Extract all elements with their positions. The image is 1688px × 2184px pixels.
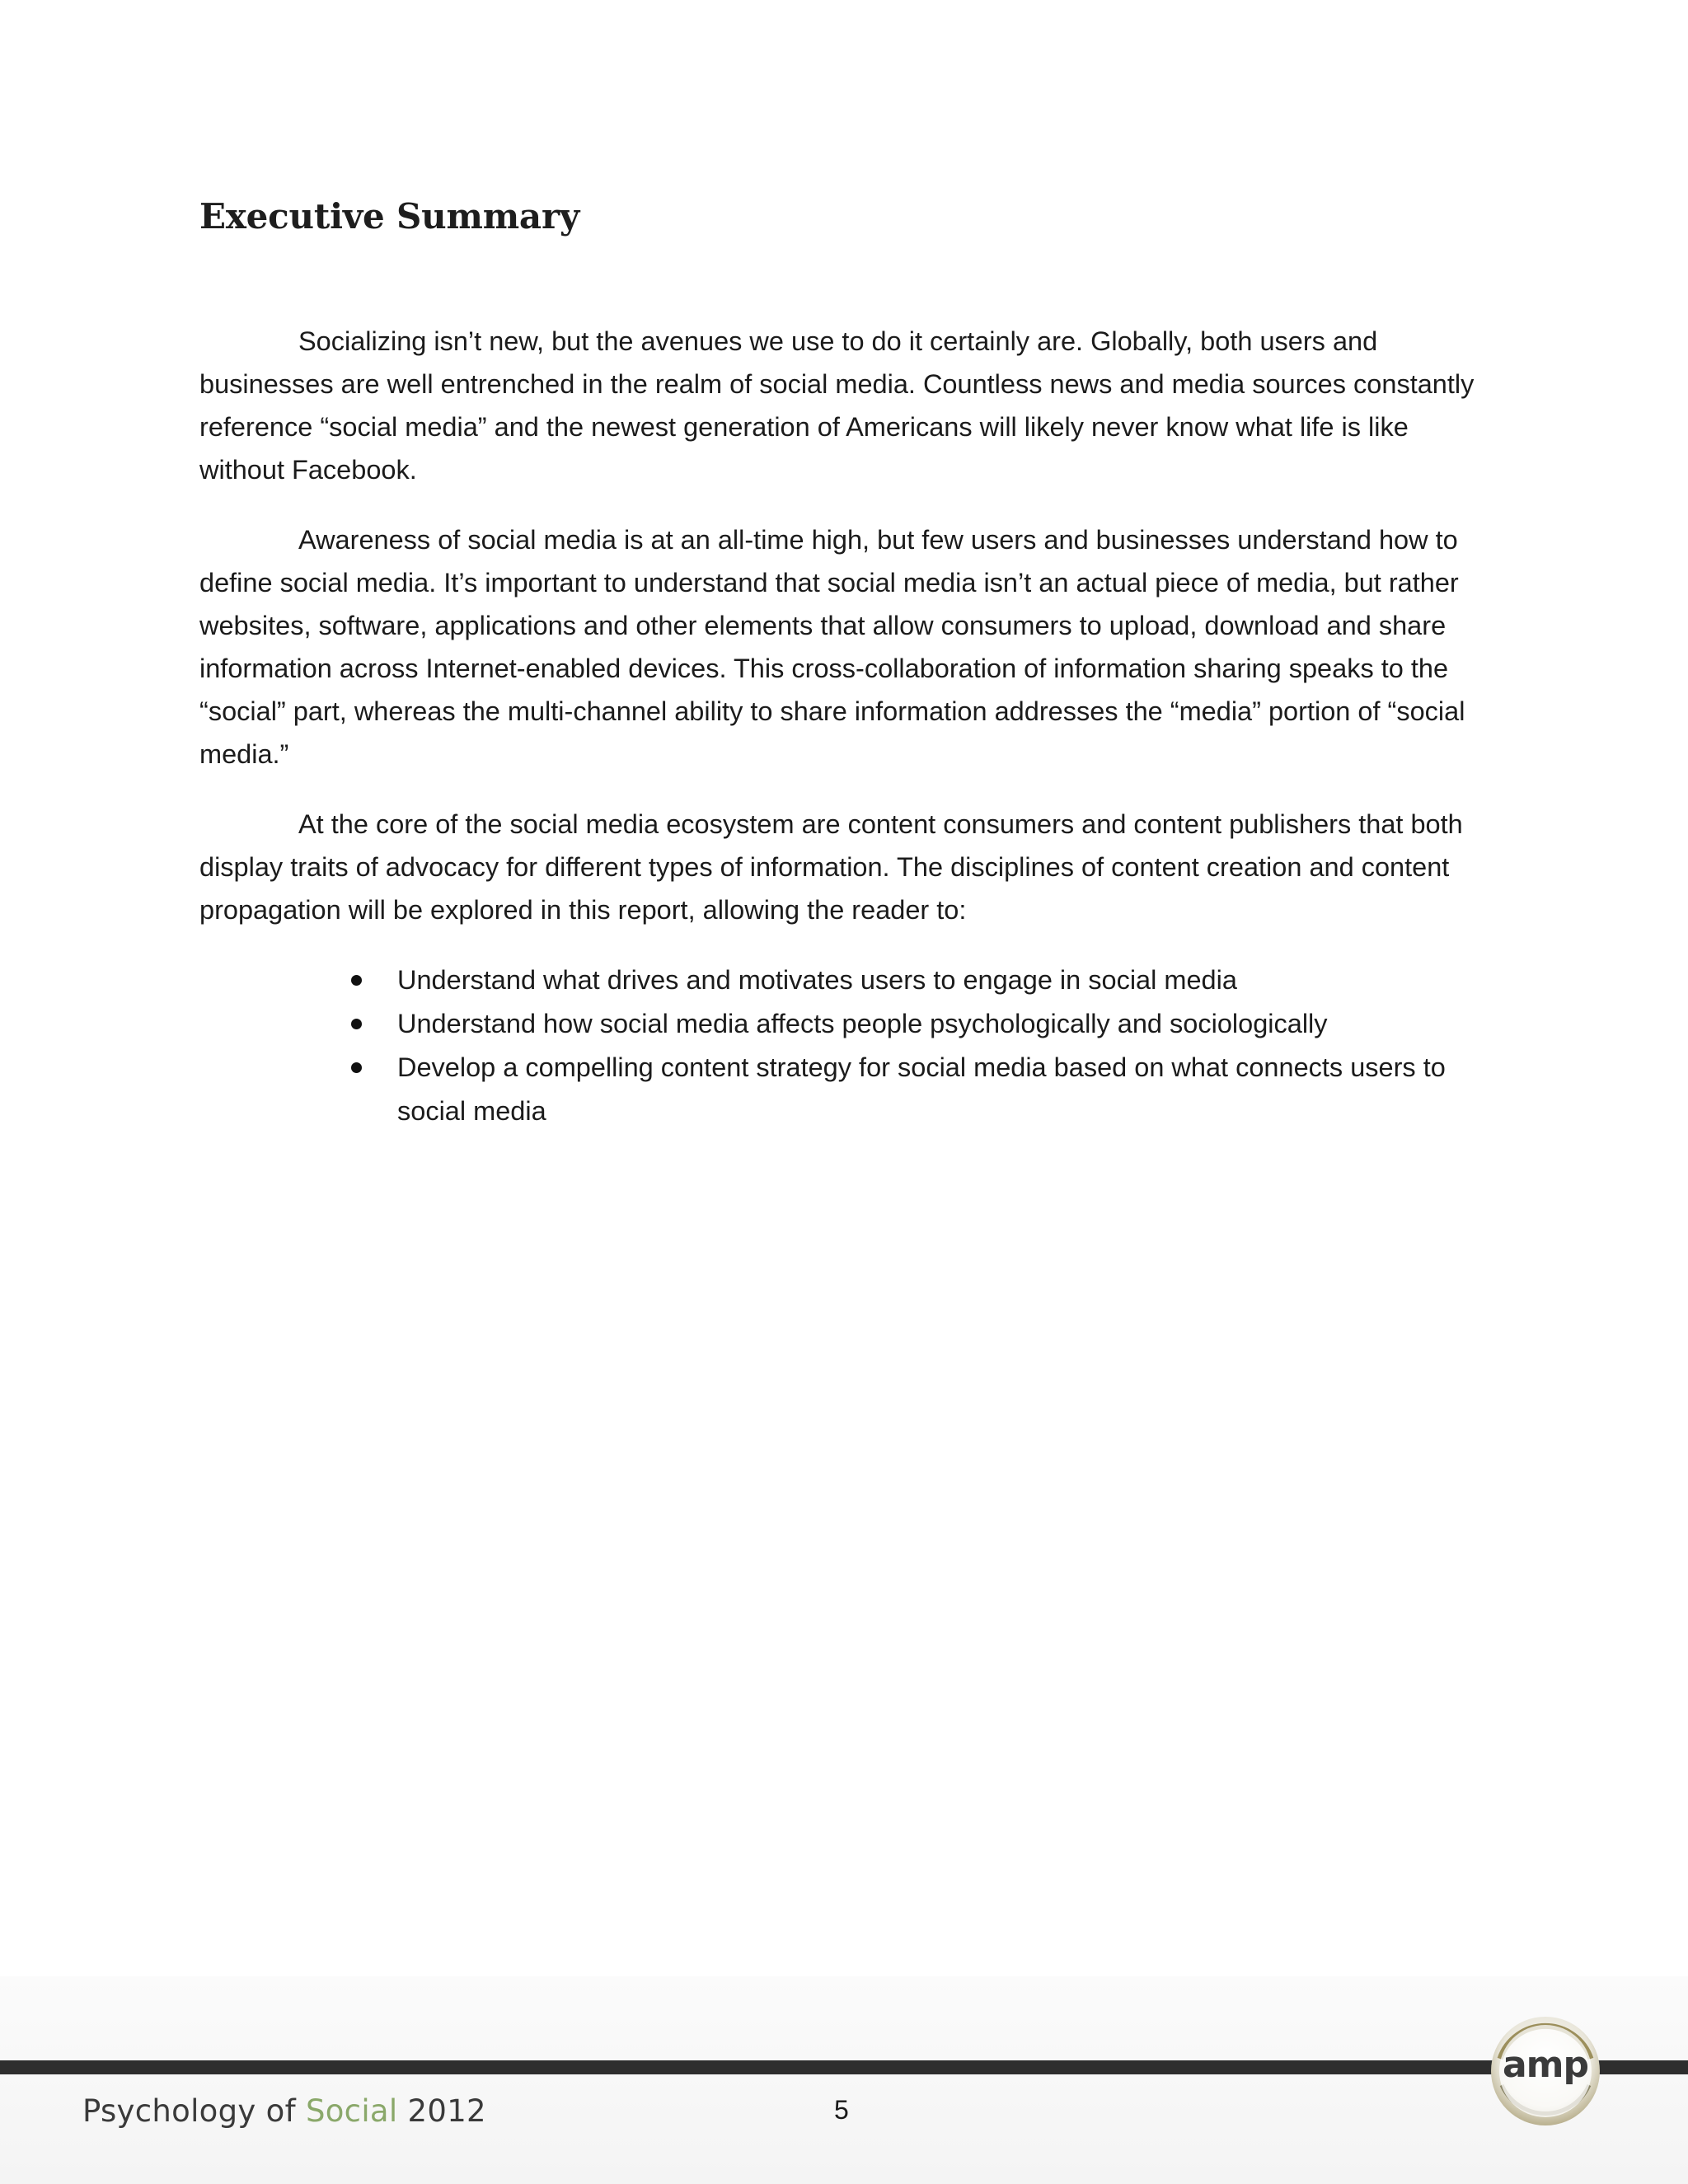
bullet-icon xyxy=(351,1019,362,1029)
bullet-item xyxy=(397,1002,1493,1046)
body-text xyxy=(199,320,1493,1133)
bullet-icon xyxy=(351,975,362,986)
footer-band xyxy=(0,1976,1688,2184)
section-heading: Executive Summary xyxy=(199,196,580,237)
page-number: 5 xyxy=(834,2095,849,2125)
footer-title-part1: Psychology of xyxy=(82,2093,306,2129)
bullet-text: Understand how social media affects people psychologically and sociologically xyxy=(397,1009,1328,1038)
paragraph-1: Socializing isn’t new, but the avenues we use to do it certainly are. Globally, both users and businesses are well entrenched in the realm of social media. Countless news and media sources constantly reference “social media” and the newest generation of Americans will likely never know what life is like without Facebook. xyxy=(199,326,1475,485)
bullet-icon xyxy=(351,1062,362,1073)
footer-title xyxy=(82,2093,486,2129)
logo-text: amp xyxy=(1502,2044,1589,2086)
paragraph-2: Awareness of social media is at an all-time high, but few users and businesses understand how to define social media. It’s important to understand that social media isn’t an actual piece of media, but rather websites, software, applications and other elements that allow consumers to upload, download and share information across Internet-enabled devices. This cross-collaboration of information sharing speaks to the “social” part, whereas the multi-channel ability to share information addresses the “media” portion of “social media.” xyxy=(199,525,1465,769)
bullet-list xyxy=(199,958,1493,1133)
bullet-text: Develop a compelling content strategy for social media based on what connects users to social media xyxy=(397,1052,1446,1126)
bullet-text: Understand what drives and motivates users to engage in social media xyxy=(397,965,1237,995)
footer-title-accent: Social xyxy=(305,2093,398,2129)
footer-rule xyxy=(0,2060,1688,2074)
bullet-item xyxy=(397,1046,1493,1133)
paragraph-3: At the core of the social media ecosystem are content consumers and content publishers that both display traits of advocacy for different types of information. The disciplines of content creation and content propagation will be explored in this report, allowing the reader to: xyxy=(199,809,1463,925)
bullet-item xyxy=(397,958,1493,1002)
footer-title-part2: 2012 xyxy=(397,2093,486,2129)
